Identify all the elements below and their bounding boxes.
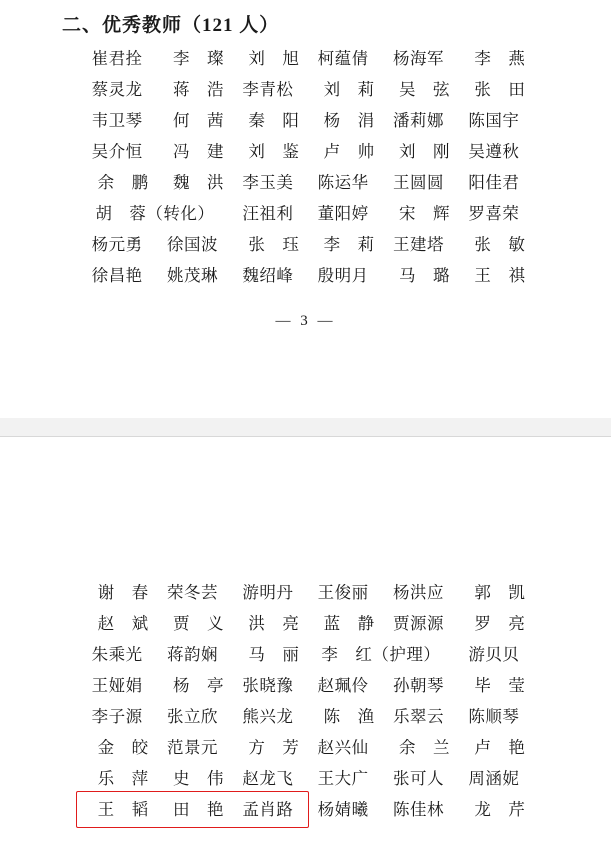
name-cell: 李子源: [91, 707, 143, 726]
name-cell-highlighted: 田 艳: [172, 800, 224, 819]
table-row: [80, 639, 532, 670]
name-cell: 罗 亮: [474, 614, 526, 633]
name-cell: 魏 洪: [172, 173, 224, 192]
name-cell: 殷明月: [317, 266, 369, 285]
name-cell: 刘 刚: [398, 142, 450, 161]
name-cell: 余 鹏: [97, 173, 149, 192]
table-row: [80, 260, 532, 291]
table-row: [80, 74, 532, 105]
name-cell: 李 红（护理）: [321, 645, 441, 664]
section-title: 二、优秀教师（121 人）: [62, 15, 280, 36]
name-cell: 王俊丽: [317, 583, 369, 602]
name-cell: 赵龙飞: [242, 769, 294, 788]
name-cell: 陈国宇: [468, 111, 520, 130]
name-cell: 金 皎: [97, 738, 149, 757]
table-row: [80, 198, 532, 229]
name-cell: 李 璨: [172, 49, 224, 68]
table-row: [80, 763, 532, 794]
name-cell: 方 芳: [248, 738, 300, 757]
name-cell: 赵 斌: [97, 614, 149, 633]
name-cell: 杨 亭: [172, 676, 224, 695]
name-cell: 王 祺: [474, 266, 526, 285]
name-cell: 刘 鉴: [248, 142, 300, 161]
name-cell: 余 兰: [398, 738, 450, 757]
name-cell: 姚茂琳: [166, 266, 218, 285]
name-cell: 郭 凯: [474, 583, 526, 602]
name-cell: 董阳婷: [317, 204, 369, 223]
name-cell: 张 敏: [474, 235, 526, 254]
name-cell: 杨洪应: [392, 583, 444, 602]
page-top-margin: [0, 437, 611, 577]
name-cell: 龙 芹: [474, 800, 526, 819]
name-cell: 杨 涓: [323, 111, 375, 130]
name-cell: 柯蕴倩: [317, 49, 369, 68]
name-cell: 王建塔: [392, 235, 444, 254]
table-row: [80, 732, 532, 763]
name-cell: 游明丹: [242, 583, 294, 602]
name-cell: 王圆圆: [392, 173, 444, 192]
name-cell: 王大广: [317, 769, 369, 788]
table-row: [80, 701, 532, 732]
name-cell: 吴介恒: [91, 142, 143, 161]
document-page-2: [0, 437, 611, 847]
name-cell: 卢 艳: [474, 738, 526, 757]
name-cell: 赵兴仙: [317, 738, 369, 757]
table-row: [80, 577, 532, 608]
name-cell: 张立欣: [166, 707, 218, 726]
table-row: [80, 43, 532, 74]
name-cell: 蔡灵龙: [91, 80, 143, 99]
name-cell: 冯 建: [172, 142, 224, 161]
name-cell: 陈佳林: [392, 800, 444, 819]
name-cell: 马 璐: [398, 266, 450, 285]
name-cell: 陈顺琴: [468, 707, 520, 726]
name-cell: 乐翠云: [392, 707, 444, 726]
name-cell-highlighted: 王 韬: [97, 800, 149, 819]
name-cell: 王娅娟: [91, 676, 143, 695]
name-cell: 韦卫琴: [91, 111, 143, 130]
page-separator: [0, 418, 611, 437]
name-cell: 洪 亮: [248, 614, 300, 633]
name-cell: 汪祖利: [242, 204, 294, 223]
table-row: [80, 105, 532, 136]
name-cell: 范景元: [166, 738, 218, 757]
name-cell: 李青松: [242, 80, 294, 99]
name-cell: 熊兴龙: [242, 707, 294, 726]
name-cell: 胡 蓉（转化）: [95, 204, 215, 223]
name-cell: 张 田: [474, 80, 526, 99]
name-cell: 宋 辉: [398, 204, 450, 223]
table-row: [80, 136, 532, 167]
name-cell: 秦 阳: [248, 111, 300, 130]
name-cell: 徐国波: [166, 235, 218, 254]
name-cell: 杨海军: [392, 49, 444, 68]
name-cell: 毕 莹: [474, 676, 526, 695]
name-cell: 陈 渔: [323, 707, 375, 726]
name-cell: 何 茜: [172, 111, 224, 130]
name-cell: 荣冬芸: [166, 583, 218, 602]
name-cell: 阳佳君: [468, 173, 520, 192]
name-cell-highlighted: 孟肖路: [242, 800, 294, 819]
name-cell: 杨婧曦: [317, 800, 369, 819]
name-cell: 卢 帅: [323, 142, 375, 161]
name-table-page-1: [80, 43, 532, 291]
name-cell: 贾 义: [172, 614, 224, 633]
name-cell: 徐昌艳: [91, 266, 143, 285]
name-cell: 吴 弦: [398, 80, 450, 99]
name-cell: 游贝贝: [468, 645, 520, 664]
name-cell: 李 燕: [474, 49, 526, 68]
table-row: [80, 229, 532, 260]
table-row-highlighted: [80, 794, 532, 825]
name-cell: 蒋 浩: [172, 80, 224, 99]
name-cell: 赵珮伶: [317, 676, 369, 695]
name-cell: 乐 萍: [97, 769, 149, 788]
page-number: — 3 —: [275, 313, 336, 329]
name-cell: 蓝 静: [323, 614, 375, 633]
name-table-page-2: [80, 577, 532, 825]
table-row: [80, 167, 532, 198]
name-cell: 周涵妮: [468, 769, 520, 788]
name-cell: 崔君拴: [91, 49, 143, 68]
name-cell: 刘 莉: [323, 80, 375, 99]
name-cell: 蒋韵娴: [166, 645, 218, 664]
name-cell: 马 丽: [248, 645, 300, 664]
name-cell: 张 珏: [248, 235, 300, 254]
name-cell: 魏绍峰: [242, 266, 294, 285]
name-cell: 陈运华: [317, 173, 369, 192]
name-cell: 张可人: [392, 769, 444, 788]
name-cell: 刘 旭: [248, 49, 300, 68]
name-cell: 杨元勇: [91, 235, 143, 254]
name-cell: 孙朝琴: [392, 676, 444, 695]
name-cell: 朱乘光: [91, 645, 143, 664]
name-cell: 史 伟: [172, 769, 224, 788]
name-cell: 李 莉: [323, 235, 375, 254]
name-cell: 潘莉娜: [392, 111, 444, 130]
name-cell: 罗喜荣: [468, 204, 520, 223]
name-cell: 李玉美: [242, 173, 294, 192]
table-row: [80, 608, 532, 639]
table-row: [80, 670, 532, 701]
name-cell: 张晓豫: [242, 676, 294, 695]
name-cell: 吴遵秋: [468, 142, 520, 161]
name-cell: 贾源源: [392, 614, 444, 633]
document-page-1: [0, 0, 611, 419]
name-cell: 谢 春: [97, 583, 149, 602]
